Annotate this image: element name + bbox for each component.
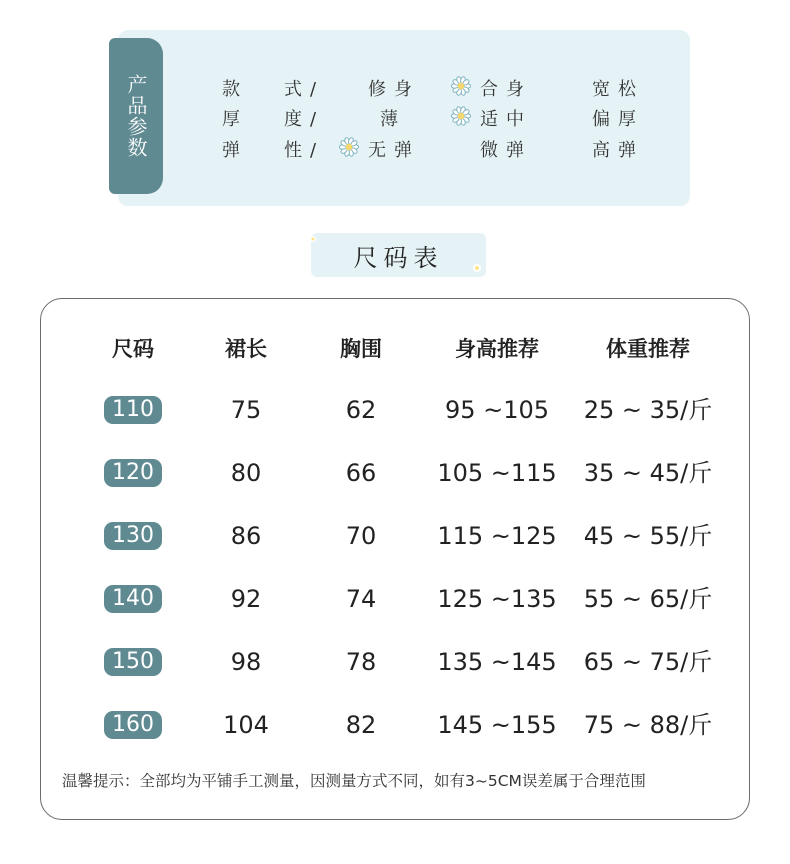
sparkle-icon — [310, 236, 316, 242]
cell-length: 104 — [223, 711, 269, 739]
param-option: 偏厚 — [592, 109, 644, 130]
daisy-icon — [449, 74, 473, 98]
param-label-part: 度/ — [284, 109, 325, 130]
table-row — [0, 453, 790, 493]
cell-length: 92 — [230, 585, 262, 613]
sparkle-icon — [473, 264, 481, 272]
param-label-part: 款 — [222, 79, 248, 100]
size-badge: 150 — [104, 648, 162, 676]
header-bust: 胸围 — [340, 337, 382, 361]
cell-length: 86 — [230, 522, 262, 550]
daisy-icon — [337, 135, 361, 159]
cell-height: 135 ~145 — [437, 648, 557, 676]
cell-bust: 62 — [345, 396, 377, 424]
cell-length: 98 — [230, 648, 262, 676]
param-option-selected: 合身 — [480, 79, 532, 100]
size-badge: 140 — [104, 585, 162, 613]
product-params-title: 产品参数 — [124, 74, 148, 158]
param-option-selected: 无弹 — [368, 140, 420, 161]
cell-weight: 25 ~ 35/斤 — [583, 396, 713, 424]
table-row — [0, 579, 790, 619]
cell-length: 80 — [230, 459, 262, 487]
table-row — [0, 390, 790, 430]
cell-height: 125 ~135 — [437, 585, 557, 613]
cell-length: 75 — [230, 396, 262, 424]
param-row — [0, 136, 790, 164]
cell-weight: 65 ~ 75/斤 — [583, 648, 713, 676]
cell-height: 95 ~105 — [444, 396, 550, 424]
header-height: 身高推荐 — [455, 337, 539, 361]
param-option: 高弹 — [592, 140, 644, 161]
header-weight: 体重推荐 — [606, 337, 690, 361]
param-option: 修身 — [368, 79, 420, 100]
param-option: 微弹 — [480, 140, 532, 161]
param-label-part: 性/ — [284, 140, 325, 161]
param-option: 薄 — [380, 109, 406, 130]
cell-height: 115 ~125 — [437, 522, 557, 550]
param-option: 宽松 — [592, 79, 644, 100]
cell-weight: 75 ~ 88/斤 — [583, 711, 713, 739]
daisy-icon — [449, 104, 473, 128]
size-badge: 110 — [104, 396, 162, 424]
size-badge: 160 — [104, 711, 162, 739]
param-row — [0, 75, 790, 103]
cell-bust: 82 — [345, 711, 377, 739]
table-row — [0, 516, 790, 556]
cell-bust: 74 — [345, 585, 377, 613]
size-badge: 120 — [104, 459, 162, 487]
param-option-selected: 适中 — [480, 109, 532, 130]
cell-weight: 55 ~ 65/斤 — [583, 585, 713, 613]
header-size: 尺码 — [112, 337, 154, 361]
param-label-part: 厚 — [222, 109, 248, 130]
table-row — [0, 705, 790, 745]
size-chart-title — [311, 233, 486, 277]
cell-bust: 78 — [345, 648, 377, 676]
cell-height: 145 ~155 — [437, 711, 557, 739]
cell-weight: 45 ~ 55/斤 — [583, 522, 713, 550]
cell-bust: 70 — [345, 522, 377, 550]
size-chart-title-text: 尺码表 — [353, 243, 444, 272]
param-label-part: 式/ — [284, 79, 325, 100]
measurement-note: 温馨提示：全部均为平铺手工测量，因测量方式不同，如有3~5CM误差属于合理范围 — [62, 772, 646, 790]
param-row — [0, 105, 790, 133]
param-label-part: 弹 — [222, 140, 248, 161]
cell-height: 105 ~115 — [437, 459, 557, 487]
table-row — [0, 642, 790, 682]
size-badge: 130 — [104, 522, 162, 550]
cell-bust: 66 — [345, 459, 377, 487]
cell-weight: 35 ~ 45/斤 — [583, 459, 713, 487]
header-length: 裙长 — [225, 337, 267, 361]
